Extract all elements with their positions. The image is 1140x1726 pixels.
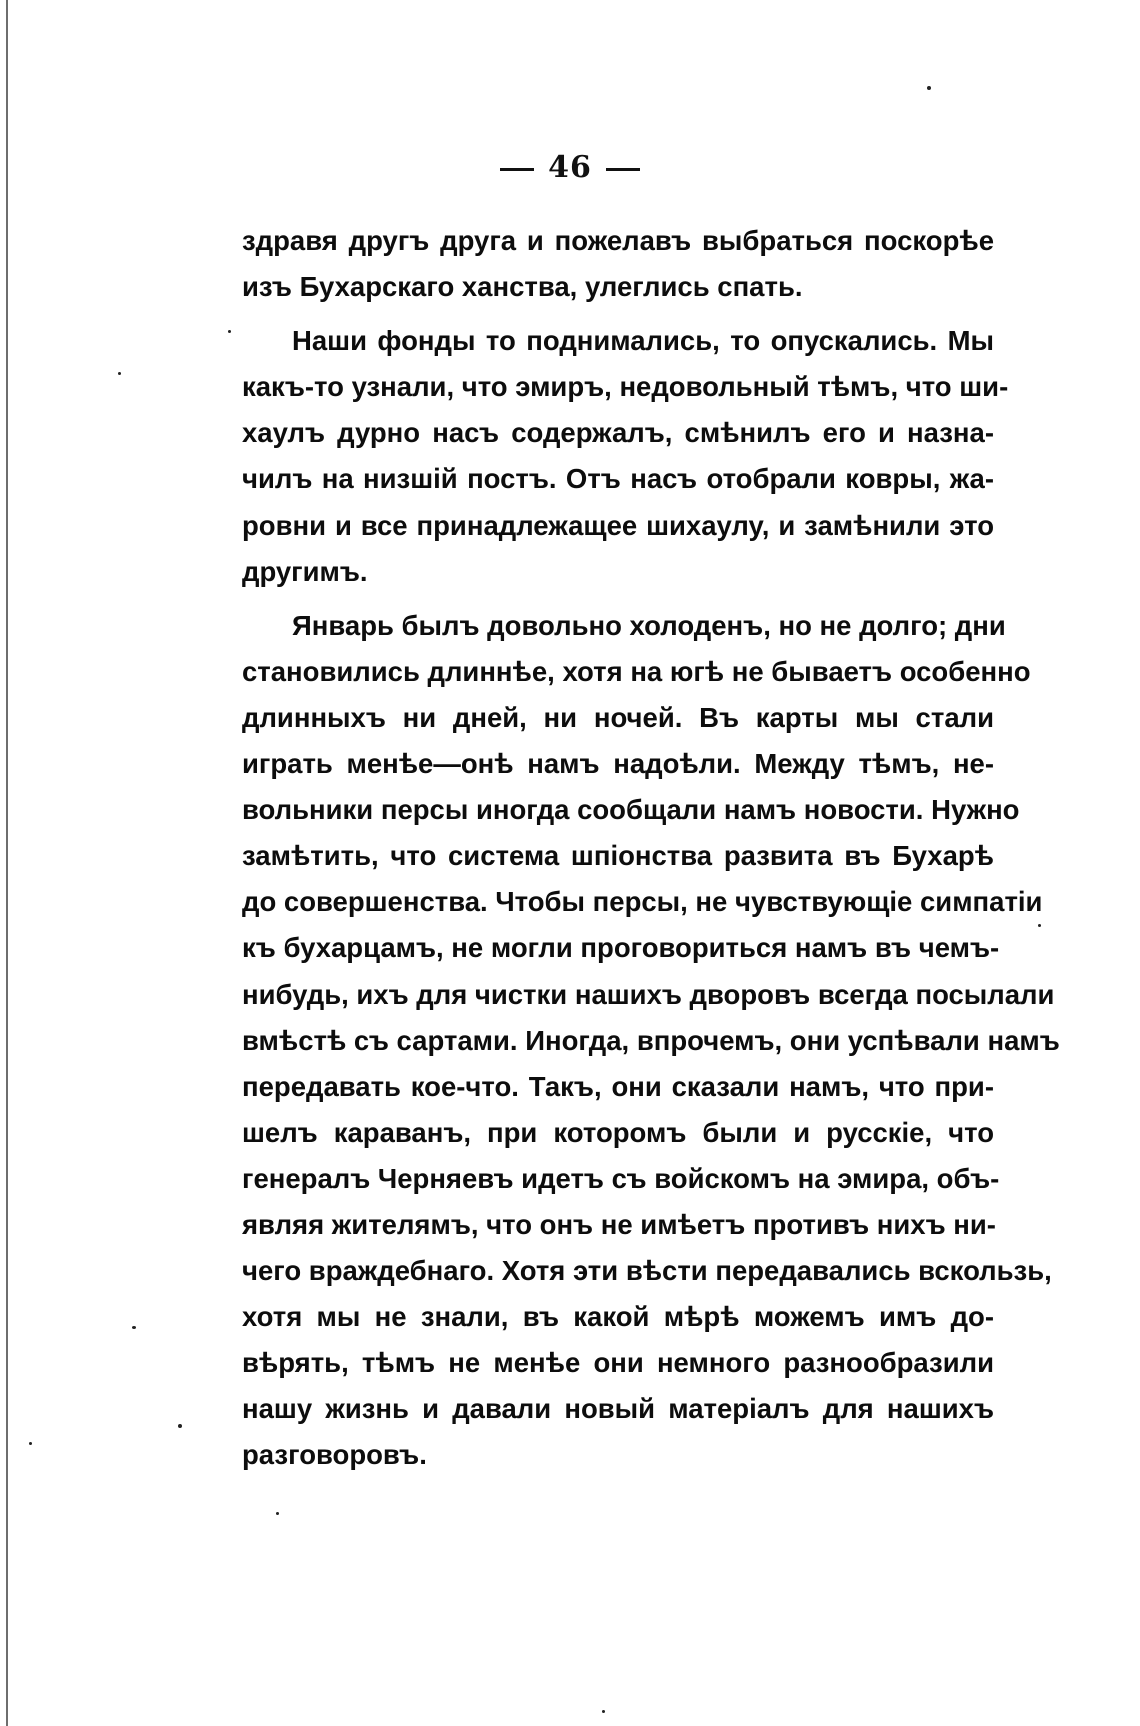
text-line: хаулъ дурно насъ содержалъ, смѣнилъ его и назна- [242,417,994,449]
paragraph [242,603,1060,1479]
scan-speck [132,1326,136,1329]
text-line: хотя мы не знали, въ какой мѣрѣ можемъ имъ до- [242,1301,994,1333]
text-line: чилъ на низшій постъ. Отъ насъ отобрали ковры, жа- [242,463,994,495]
text-line: здравя другъ друга и пожелавъ выбраться поскорѣе [242,225,994,256]
scan-speck [228,330,231,333]
paragraph [242,318,1009,595]
text-line: являя жителямъ, что онъ не имѣетъ противъ нихъ ни- [242,1208,996,1240]
text-line: Наши фонды то поднимались, то опускались. Мы [292,325,994,357]
text-line: играть менѣе—онѣ намъ надоѣли. Между тѣмъ, не- [242,748,994,780]
text-line: шелъ караванъ, при которомъ были и русскіе, что [242,1116,994,1148]
text-line: изъ Бухарскаго ханства, улеглись спать. [242,271,803,303]
text-line: вѣрять, тѣмъ не менѣе они немного разнообразили [242,1347,994,1379]
page-number [0,148,1140,188]
text-line: нашу жизнь и давали новый матеріалъ для нашихъ [242,1393,994,1425]
text-line: замѣтить, что система шпіонства развита въ Бухарѣ [242,840,994,872]
text-line: вольники персы иногда сообщали намъ новости. Нужно [242,794,1020,826]
text-line: генералъ Черняевъ идетъ съ войскомъ на эмира, объ- [242,1162,1000,1194]
text-line: передавать кое-что. Такъ, они сказали намъ, что при- [242,1070,994,1102]
text-line: Январь былъ довольно холоденъ, но не долго; дни [292,609,1006,641]
scan-speck [1038,924,1041,927]
page-number-text: 46 [548,150,592,185]
text-line: чего враждебнаго. Хотя эти вѣсти передавались вскользь, [242,1255,1052,1287]
folio-dash-left [500,168,534,171]
text-line: какъ-то узнали, что эмиръ, недовольный тѣмъ, что ши- [242,371,1009,403]
body-text [242,218,1060,1487]
scan-edge-rule [6,0,8,1726]
folio-dash-right [606,168,640,171]
text-line: становились длиннѣе, хотя на югѣ не бываетъ особенно [242,655,1031,687]
text-line: къ бухарцамъ, не могли проговориться намъ въ чемъ- [242,932,1000,964]
text-line: ровни и все принадлежащее шихаулу, и замѣнили это [242,509,994,541]
text-line: нибудь, ихъ для чистки нашихъ дворовъ всегда посылали [242,978,1055,1010]
paragraph [242,218,994,310]
scan-speck [118,372,121,375]
text-line: разговоровъ. [242,1439,427,1471]
text-line: вмѣстѣ съ сартами. Иногда, впрочемъ, они успѣвали намъ [242,1024,1060,1056]
scan-speck [927,86,931,90]
scan-speck [602,1710,605,1713]
text-line: до совершенства. Чтобы персы, не чувствующіе симпатіи [242,886,1043,918]
scan-speck [178,1424,182,1428]
text-line: длинныхъ ни дней, ни ночей. Въ карты мы стали [242,701,994,733]
text-line: другимъ. [242,555,368,587]
scan-speck [29,1442,32,1445]
scan-speck [276,1512,279,1515]
